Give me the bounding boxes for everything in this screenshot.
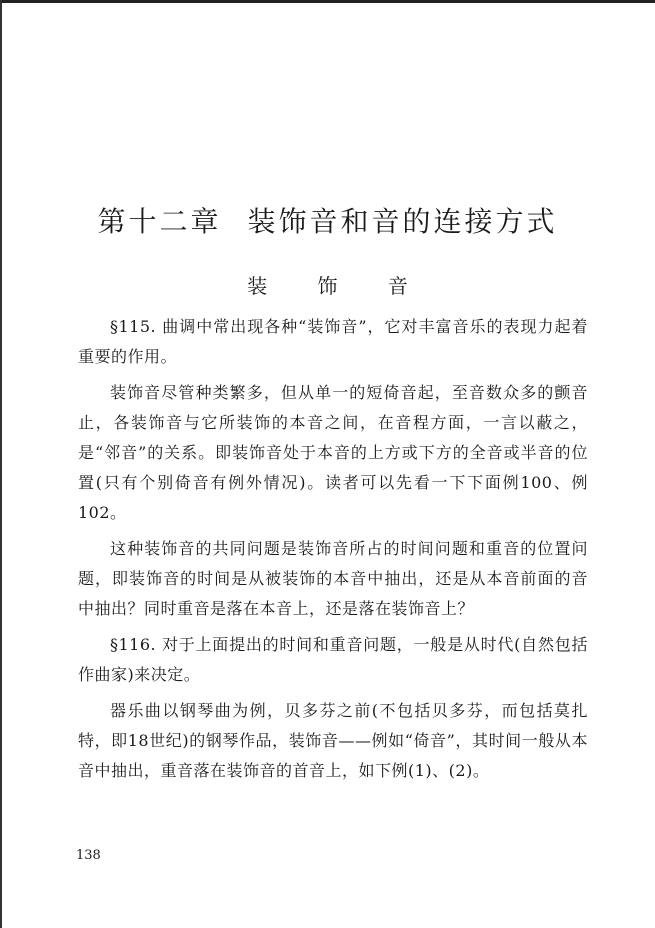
section-title: 装 饰 音 [247,274,430,298]
paragraph: 这种装饰音的共同问题是装饰音所占的时间问题和重音的位置问题，即装饰音的时间是从被装饰的本音中抽出，还是从本音前面的音中抽出？同时重音是落在本音上，还是落在装饰音上？ [78,539,588,618]
paragraph: §115. 曲调中常出现各种“装饰音”，它对丰富音乐的表现力起着重要的作用。 [78,317,588,366]
chapter-title: 装饰音和音的连接方式 [247,205,558,238]
body-text [78,312,588,792]
left-border-rule [0,0,2,928]
paragraph: 装饰音尽管种类繁多，但从单一的短倚音起，至音数众多的颤音止，各装饰音与它所装饰的本音之间，在音程方面，一言以蔽之，是“邻音”的关系。即装饰音处于本音的上方或下方的全音或半音的位置(只有个别倚音有例外情况)。读者可以先看一下下面例100、例102。 [78,383,588,522]
chapter-heading [0,200,655,240]
page-number: 138 [76,848,101,863]
paragraph: §116. 对于上面提出的时间和重音问题，一般是从时代(自然包括作曲家)来决定。 [78,635,588,684]
chapter-number: 第十二章 [97,205,222,238]
paragraph: 器乐曲以钢琴曲为例，贝多芬之前(不包括贝多芬，而包括莫扎特，即18世纪)的钢琴作品，装饰音——例如“倚音”，其时间一般从本音中抽出，重音落在装饰音的首音上，如下例(1)、(2)。 [78,701,588,780]
top-border-rule [0,0,655,3]
